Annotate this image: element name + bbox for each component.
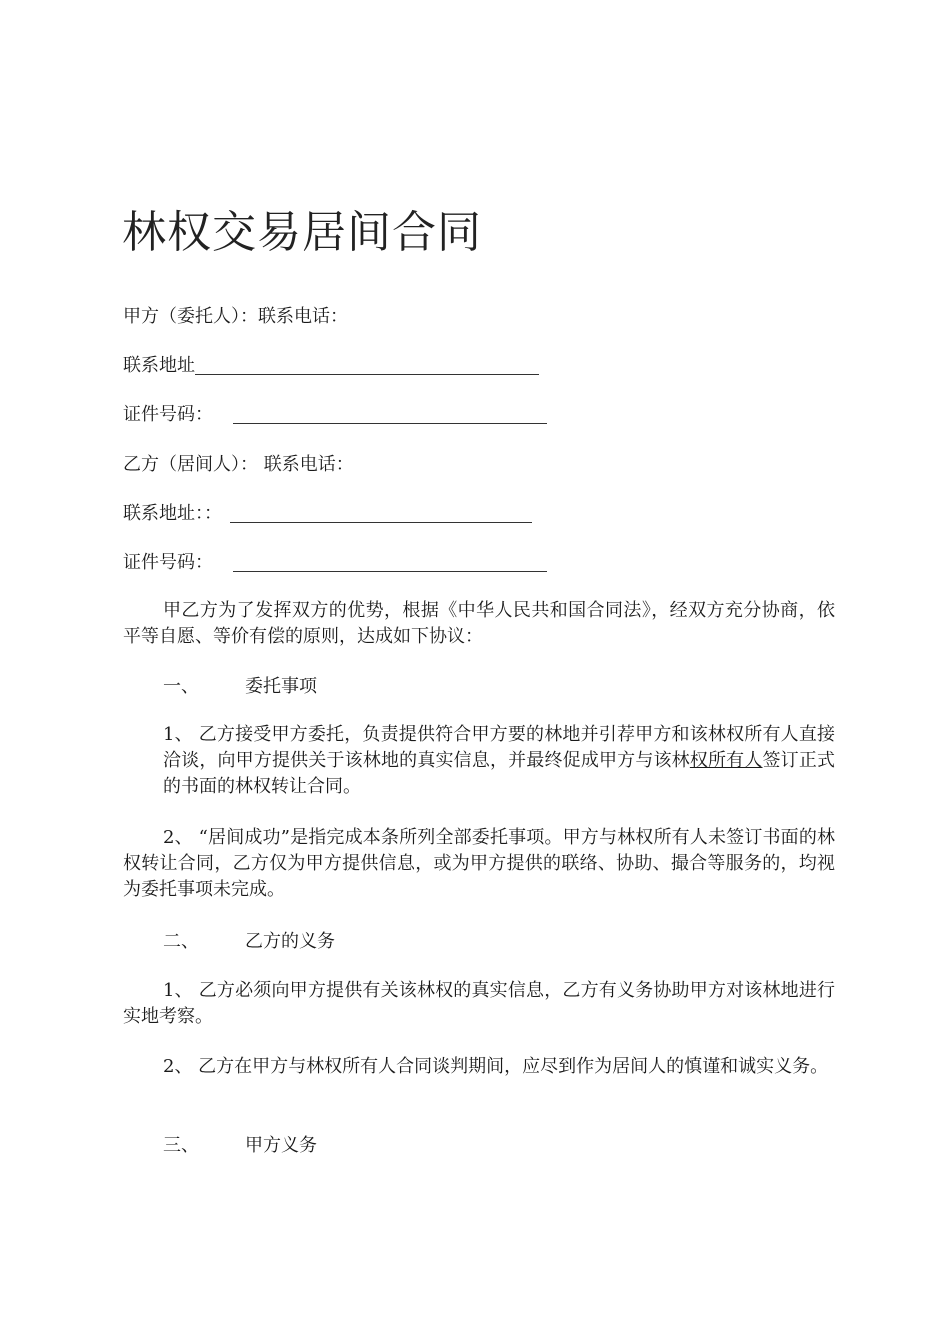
party-a-address-blank bbox=[195, 356, 539, 375]
section-1-item-1 bbox=[123, 722, 835, 800]
section-3-number: 三、 bbox=[163, 1135, 199, 1156]
section-1-heading bbox=[163, 674, 317, 700]
party-a-id-blank bbox=[233, 405, 547, 424]
section-2-title: 乙方的义务 bbox=[245, 931, 335, 952]
section-1-item-1-text-end: 签订正式的书面的林权转让合同。 bbox=[163, 750, 836, 797]
section-1-item-1-text: 1、 乙方接受甲方委托，负责提供符合甲方要的林地并引荐甲方和该林权所有人直接洽谈，向甲方提供关于该林地的真实信息，并最终促成甲方与该林 bbox=[163, 724, 835, 771]
section-1-title: 委托事项 bbox=[245, 676, 317, 697]
section-2-item-2: 2、 乙方在甲方与林权所有人合同谈判期间，应尽到作为居间人的慎谨和诚实义务。 bbox=[163, 1056, 829, 1077]
party-b-id-line bbox=[123, 550, 547, 576]
party-a-address-label: 联系地址 bbox=[123, 355, 195, 376]
party-b-contact-line: 乙方（居间人）： 联系电话： bbox=[123, 454, 354, 475]
party-a-id-label: 证件号码： bbox=[123, 404, 213, 425]
section-3-title: 甲方义务 bbox=[245, 1135, 317, 1156]
document-title: 林权交易居间合同 bbox=[122, 207, 482, 258]
party-a-address-line bbox=[123, 353, 539, 379]
party-b-id-label: 证件号码： bbox=[123, 552, 213, 573]
party-b-address-blank bbox=[230, 504, 532, 523]
party-a-id-line bbox=[123, 402, 547, 428]
section-2-number: 二、 bbox=[163, 931, 199, 952]
section-2-heading bbox=[163, 929, 335, 955]
section-3-heading bbox=[163, 1133, 317, 1159]
section-1-number: 一、 bbox=[163, 676, 199, 697]
party-b-address-label: 联系地址：： bbox=[123, 503, 222, 524]
party-b-address-line bbox=[123, 501, 532, 527]
section-1-item-2: 2、 “居间成功”是指完成本条所列全部委托事项。甲方与林权所有人未签订书面的林权转让合同，乙方仅为甲方提供信息，或为甲方提供的联络、协助、撮合等服务的，均视为委托事项未完成。 bbox=[123, 827, 835, 900]
section-2-item-1: 1、 乙方必须向甲方提供有关该林权的真实信息，乙方有义务协助甲方对该林地进行实地考察。 bbox=[123, 980, 835, 1027]
party-a-contact-line: 甲方（委托人）：联系电话： bbox=[123, 306, 348, 327]
section-1-item-1-underlined: 权所有人 bbox=[689, 750, 763, 771]
party-b-id-blank bbox=[233, 553, 547, 572]
intro-paragraph: 甲乙方为了发挥双方的优势，根据《中华人民共和国合同法》，经双方充分协商，依平等自愿、等价有偿的原则，达成如下协议： bbox=[123, 600, 835, 647]
